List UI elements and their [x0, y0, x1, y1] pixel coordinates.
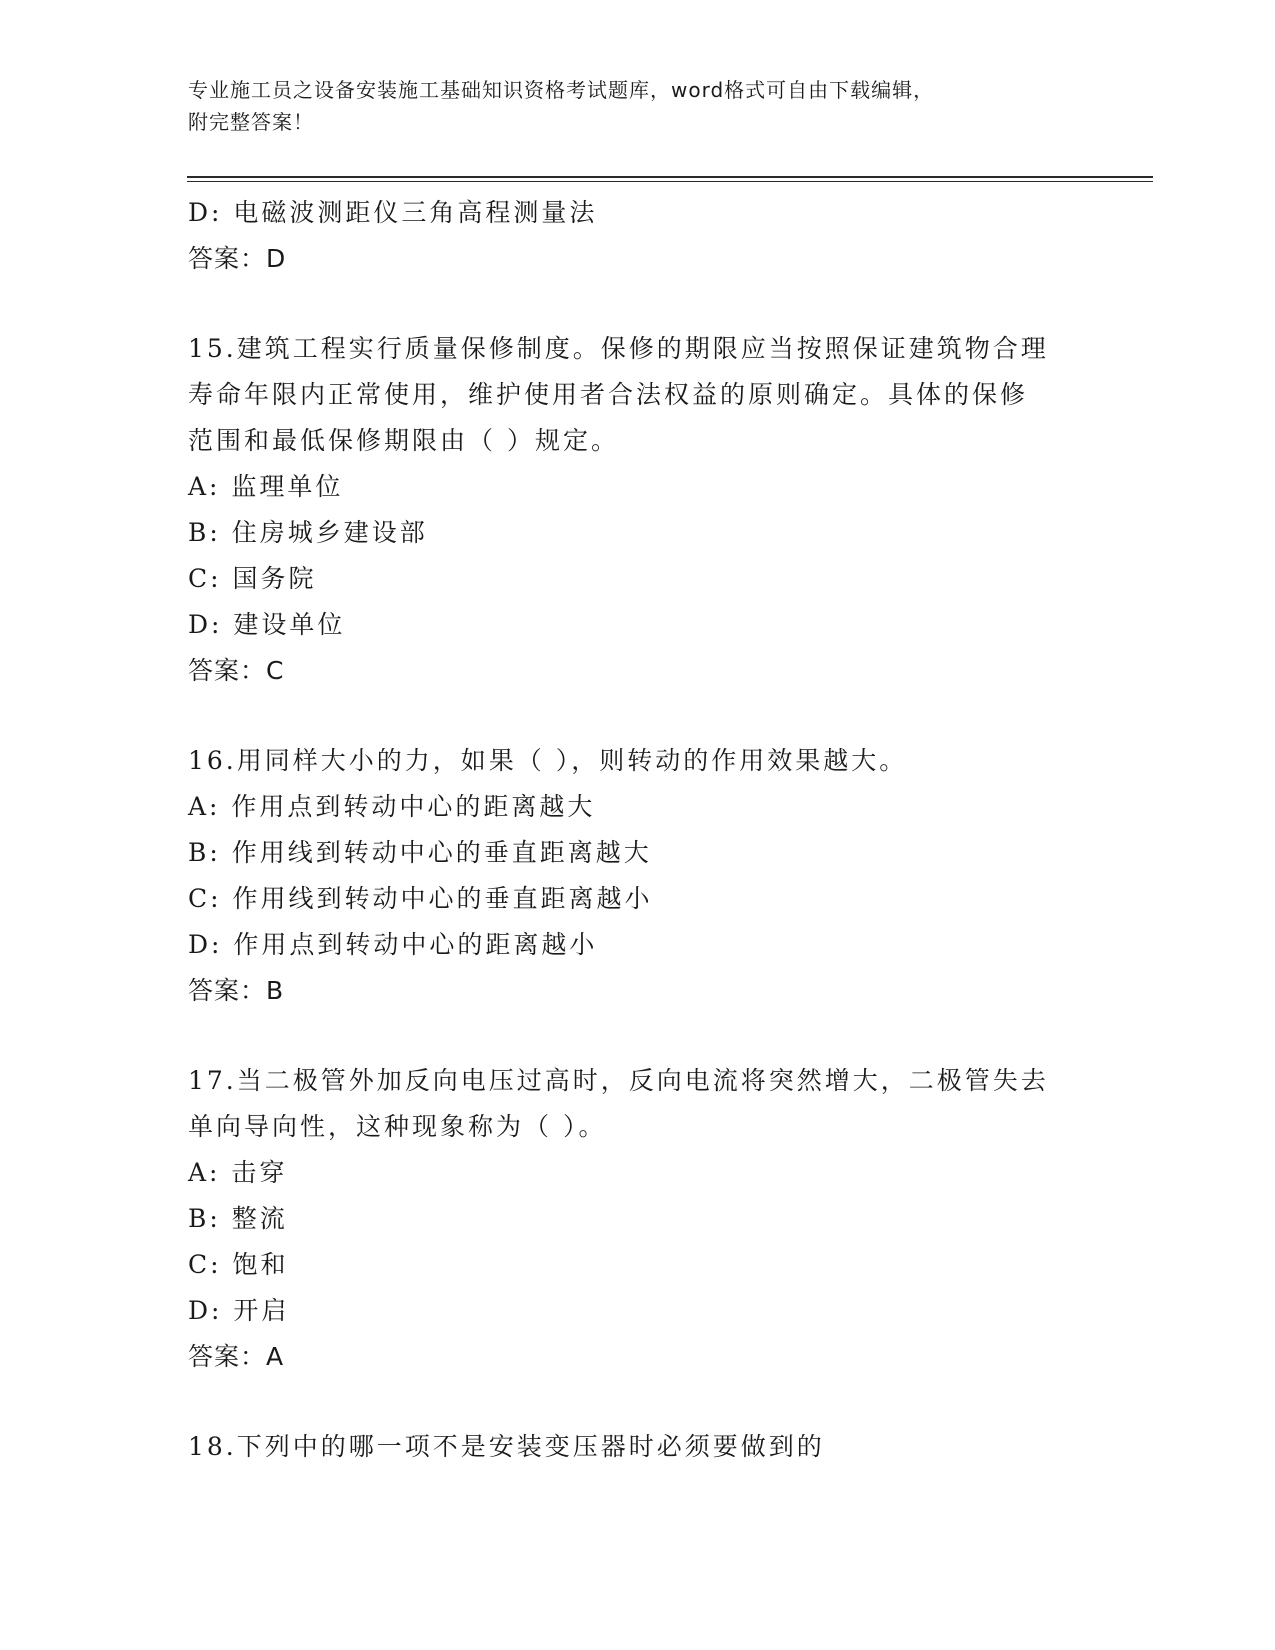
question-stem-line: 18.下列中的哪一项不是安装变压器时必须要做到的 — [188, 1432, 825, 1461]
answer-line: 答案：A — [188, 1342, 285, 1371]
option-d: D: 开启 — [188, 1296, 290, 1325]
question-18 — [188, 1424, 1088, 1470]
option-c: C: 饱和 — [188, 1250, 289, 1279]
document-header — [188, 74, 1088, 138]
spacer — [188, 1380, 1088, 1424]
option-c: C: 作用线到转动中心的垂直距离越小 — [188, 884, 653, 913]
answer-line: 答案：B — [188, 976, 285, 1005]
answer-line: 答案：C — [188, 656, 285, 685]
question-stem-line: 寿命年限内正常使用，维护使用者合法权益的原则确定。具体的保修 — [188, 380, 1029, 409]
option-a: A: 击穿 — [188, 1158, 288, 1187]
option-d: D: 电磁波测距仪三角高程测量法 — [188, 198, 598, 227]
question-stem-line: 范围和最低保修期限由（ ）规定。 — [188, 426, 619, 455]
header-rule-thick — [187, 176, 1153, 178]
option-b: B: 整流 — [188, 1204, 288, 1233]
option-a: A: 作用点到转动中心的距离越大 — [188, 792, 596, 821]
question-stem-line: 15.建筑工程实行质量保修制度。保修的期限应当按照保证建筑物合理 — [188, 334, 1049, 363]
spacer — [188, 694, 1088, 738]
header-line-2: 附完整答案！ — [188, 110, 314, 134]
option-b: B: 作用线到转动中心的垂直距离越大 — [188, 838, 652, 867]
option-d: D: 作用点到转动中心的距离越小 — [188, 930, 598, 959]
previous-question-tail — [188, 190, 1088, 282]
spacer — [188, 1014, 1088, 1058]
header-rule-thin — [187, 181, 1153, 182]
question-content — [188, 190, 1088, 1470]
question-17 — [188, 1058, 1088, 1380]
option-c: C: 国务院 — [188, 564, 317, 593]
option-b: B: 住房城乡建设部 — [188, 518, 428, 547]
question-15 — [188, 326, 1088, 694]
header-line-1: 专业施工员之设备安装施工基础知识资格考试题库，word格式可自由下载编辑， — [188, 78, 935, 102]
question-16 — [188, 738, 1088, 1014]
option-d: D: 建设单位 — [188, 610, 346, 639]
question-stem-line: 单向导向性，这种现象称为（ ）。 — [188, 1112, 607, 1141]
answer-line: 答案：D — [188, 244, 287, 273]
spacer — [188, 282, 1088, 326]
question-stem-line: 17.当二极管外加反向电压过高时，反向电流将突然增大，二极管失去 — [188, 1066, 1049, 1095]
option-a: A: 监理单位 — [188, 472, 344, 501]
question-stem-line: 16.用同样大小的力，如果（ ），则转动的作用效果越大。 — [188, 746, 908, 775]
